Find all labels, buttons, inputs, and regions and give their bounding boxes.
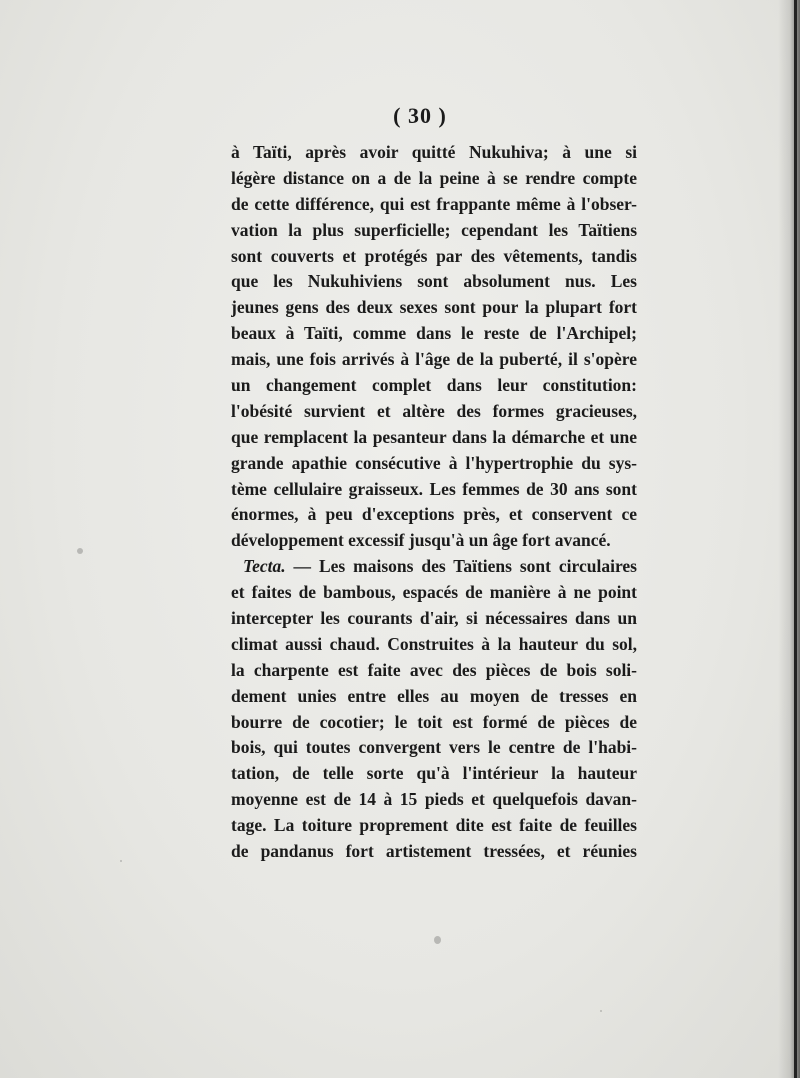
page-number: ( 30 ) (393, 103, 447, 128)
section-lead: Tecta. (243, 556, 286, 577)
text-line: moyenne est de 14 à 15 pieds et quelquefois davan- (231, 789, 637, 810)
text-line: tème cellulaire graisseux. Les femmes de 30 ans sont (231, 478, 637, 499)
text-line: dement unies entre elles au moyen de tresses en (231, 685, 637, 706)
text-line: beaux à Taïti, comme dans le reste de l'Archipel; (231, 323, 637, 344)
text-line: bourre de cocotier; le toit est formé de pièces de (231, 711, 637, 732)
paper-speck (600, 1010, 602, 1012)
page-edge-line (794, 0, 797, 1078)
text-line: à Taïti, après avoir quitté Nukuhiva; à une si (231, 142, 637, 162)
text-line: l'obésité survient et altère des formes gracieuses, (231, 400, 637, 421)
paper-speck (77, 548, 83, 554)
text-line: jeunes gens des deux sexes sont pour la plupart fort (231, 297, 637, 318)
text-line: climat aussi chaud. Construites à la hauteur du sol, (231, 633, 637, 654)
text-line: de cette différence, qui est frappante même à l'obser- (231, 193, 637, 214)
text-line: légère distance on a de la peine à se rendre compte (231, 167, 637, 188)
paper-speck (120, 860, 122, 862)
text-line: intercepter les courants d'air, si nécessaires dans un (231, 608, 637, 629)
text-line: tage. La toiture proprement dite est faite de feuilles (231, 815, 637, 836)
text-line: énormes, à peu d'exceptions près, et conservent ce (231, 504, 637, 525)
text-line: bois, qui toutes convergent vers le centre de l'habi- (231, 737, 637, 758)
text-line: de pandanus fort artistement tressées, et réunies (231, 841, 637, 862)
text-line: grande apathie consécutive à l'hypertrophie du sys- (231, 452, 637, 473)
text-line: sont couverts et protégés par des vêtements, tandis (231, 245, 637, 266)
text-line: que les Nukuhiviens sont absolument nus. Les (231, 271, 637, 292)
text-line: vation la plus superficielle; cependant les Taïtiens (231, 219, 637, 240)
paragraph-start-text: — Les maisons des Taïtiens sont circulaires (285, 556, 637, 577)
text-line: et faites de bambous, espacés de manière à ne point (231, 582, 637, 603)
text-line: tation, de telle sorte qu'à l'intérieur la hauteur (231, 763, 637, 784)
paragraph-start-line (231, 554, 637, 580)
text-line: mais, une fois arrivés à l'âge de la puberté, il s'opère (231, 349, 637, 370)
text-line: la charpente est faite avec des pièces de bois soli- (231, 659, 637, 680)
body-text (231, 140, 637, 865)
paper-speck (434, 936, 441, 944)
text-line: que remplacent la pesanteur dans la démarche et une (231, 426, 637, 447)
text-line: développement excessif jusqu'à un âge fort avancé. (231, 530, 611, 551)
text-line: un changement complet dans leur constitution: (231, 375, 637, 396)
